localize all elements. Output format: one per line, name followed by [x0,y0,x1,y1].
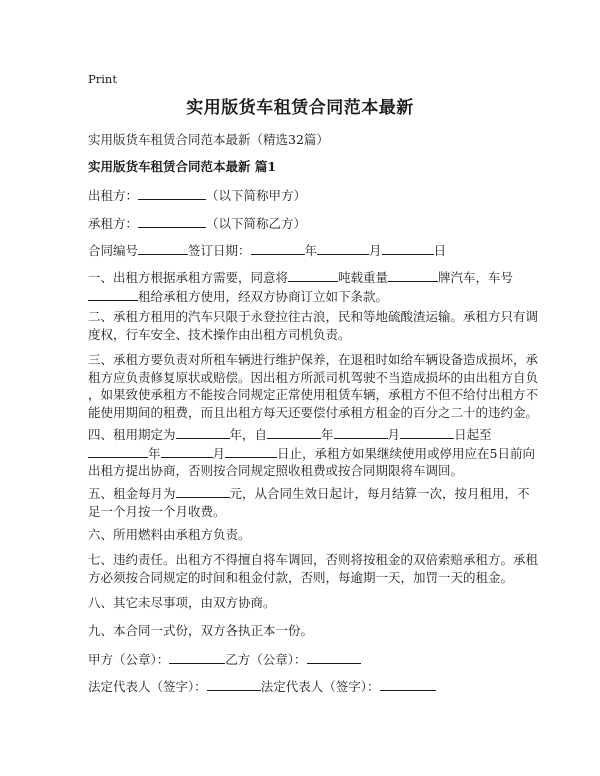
monthly-rent-blank[interactable] [176,484,230,498]
clause-1-text-a: 一、出租方根据承租方需要，同意将 [88,270,289,285]
party-a-seal-label: 甲方（公章）： [88,652,170,667]
lessor-label: 出租方： [88,188,139,203]
end-year-blank[interactable] [88,444,148,458]
clause-4-text-f: 年 [148,445,161,461]
month-label: 月 [369,243,382,258]
clause-4-line-3: 出租方提出协商，否则按合同规定照收租费或按合同期限将车调回。 [88,463,464,478]
brand-blank[interactable] [388,268,438,282]
clause-7-line-1: 七、违约责任。出租方不得擅自将车调回，否则将按租金的双倍索赔承租方。承租 [88,552,539,567]
clause-4-text-a: 四、租用期定为 [88,427,176,442]
clause-3-line-1: 三、承租方要负责对所租车辆进行维护保养，在退租时如给车辆设备造成损坏，承 [88,352,539,367]
sign-month-blank[interactable] [317,241,369,255]
clause-1-text-b: 吨载重量 [338,270,389,285]
clause-9: 九、本合同一式份，双方各执正本一份。 [88,623,314,638]
clause-3 [88,351,539,421]
lessee-line [88,214,306,233]
year-label: 年 [304,243,318,258]
party-b-seal-blank[interactable] [307,650,361,664]
plate-number-blank[interactable] [88,287,138,301]
clause-8: 八、其它未尽事项，由双方协商。 [88,595,276,610]
clause-2 [88,308,539,343]
sign-date-label: 签订日期： [188,243,251,258]
clause-2-line-2: 度权，行车安全、技术操作由出租方司机负责。 [88,326,351,342]
clause-7-line-2: 方必须按合同规定的时间和租金付款，否则，每逾期一天，加罚一天的租金。 [88,569,514,585]
section-title: 实用版货车租赁合同范本最新 篇1 [88,159,277,174]
tonnage-blank[interactable] [288,268,338,282]
clause-1-text-d: 租给承租方使用，经双方协商订立如下条款。 [138,288,389,304]
clause-4-text-g: 月 [212,445,226,461]
legal-rep-a-label: 法定代表人（签字）： [88,679,207,694]
clause-4-text-h: 日止，承租方如果继续使用或停用应在5日前向 [277,445,535,461]
clause-1-text-c: 牌汽车，车号 [438,270,514,285]
party-a-seal-blank[interactable] [169,650,225,664]
clause-5-text-a: 五、租金每月为 [88,486,176,501]
lessee-blank[interactable] [138,214,206,228]
clause-4-text-c: 年 [321,427,334,442]
contract-number-line [88,241,446,260]
lessor-line [88,186,306,205]
end-month-blank[interactable] [161,444,213,458]
legal-rep-a-blank[interactable] [207,677,261,691]
lease-years-blank[interactable] [176,425,230,439]
clause-7 [88,551,539,586]
sign-day-blank[interactable] [382,241,434,255]
legal-rep-b-blank[interactable] [380,677,436,691]
lessee-note: （以下简称乙方） [206,216,307,231]
day-label: 日 [433,243,447,258]
seal-line [88,650,361,669]
contract-no-blank[interactable] [138,241,188,255]
clause-3-line-3: ，如果致使承租方不能按合同规定正常使用租赁车辆，承租方不但不给付出租方不 [88,387,539,402]
legal-rep-line [88,677,436,696]
clause-4-text-b: 年，自 [229,427,268,442]
clause-5-text-b: 元，从合同生效日起计，每月结算一次，按月租用，不 [229,486,530,501]
print-label[interactable]: Print [88,72,117,86]
sign-year-blank[interactable] [251,241,305,255]
clause-4-text-d: 月 [387,427,401,442]
clause-5-line-2: 足一个月按一个月收费。 [88,503,226,519]
clause-4-text-e: 日起至 [454,427,492,442]
clause-3-line-4: 能使用期间的租费，而且出租方每天还要偿付承租方租金的百分之二十的违约金。 [88,404,539,420]
contract-no-label: 合同编号 [88,243,139,258]
start-day-blank[interactable] [400,425,454,439]
document-title: 实用版货车租赁合同范本最新 [186,98,414,118]
party-b-seal-label: 乙方（公章）： [225,652,307,667]
clause-4 [88,425,535,480]
clause-5 [88,484,530,520]
clause-6: 六、所用燃料由承租方负责。 [88,527,251,542]
lessor-note: （以下简称甲方） [206,188,307,203]
legal-rep-b-label: 法定代表人（签字）： [260,679,380,694]
lessee-label: 承租方： [88,216,139,231]
end-day-blank[interactable] [225,444,277,458]
lessor-blank[interactable] [138,186,206,200]
clause-1 [88,268,518,305]
clause-2-line-1: 二、承租方租用的汽车只限于永登拉往古浪，民和等地硫酸渣运输。承租方只有调 [88,309,539,324]
start-year-blank[interactable] [267,425,321,439]
start-month-blank[interactable] [334,425,388,439]
clause-3-line-2: 租方应负责修复原状或赔偿。因出租方所派司机驾驶不当造成损坏的由出租方自负 [88,369,539,385]
document-subtitle: 实用版货车租赁合同范本最新（精选32篇） [88,132,329,147]
